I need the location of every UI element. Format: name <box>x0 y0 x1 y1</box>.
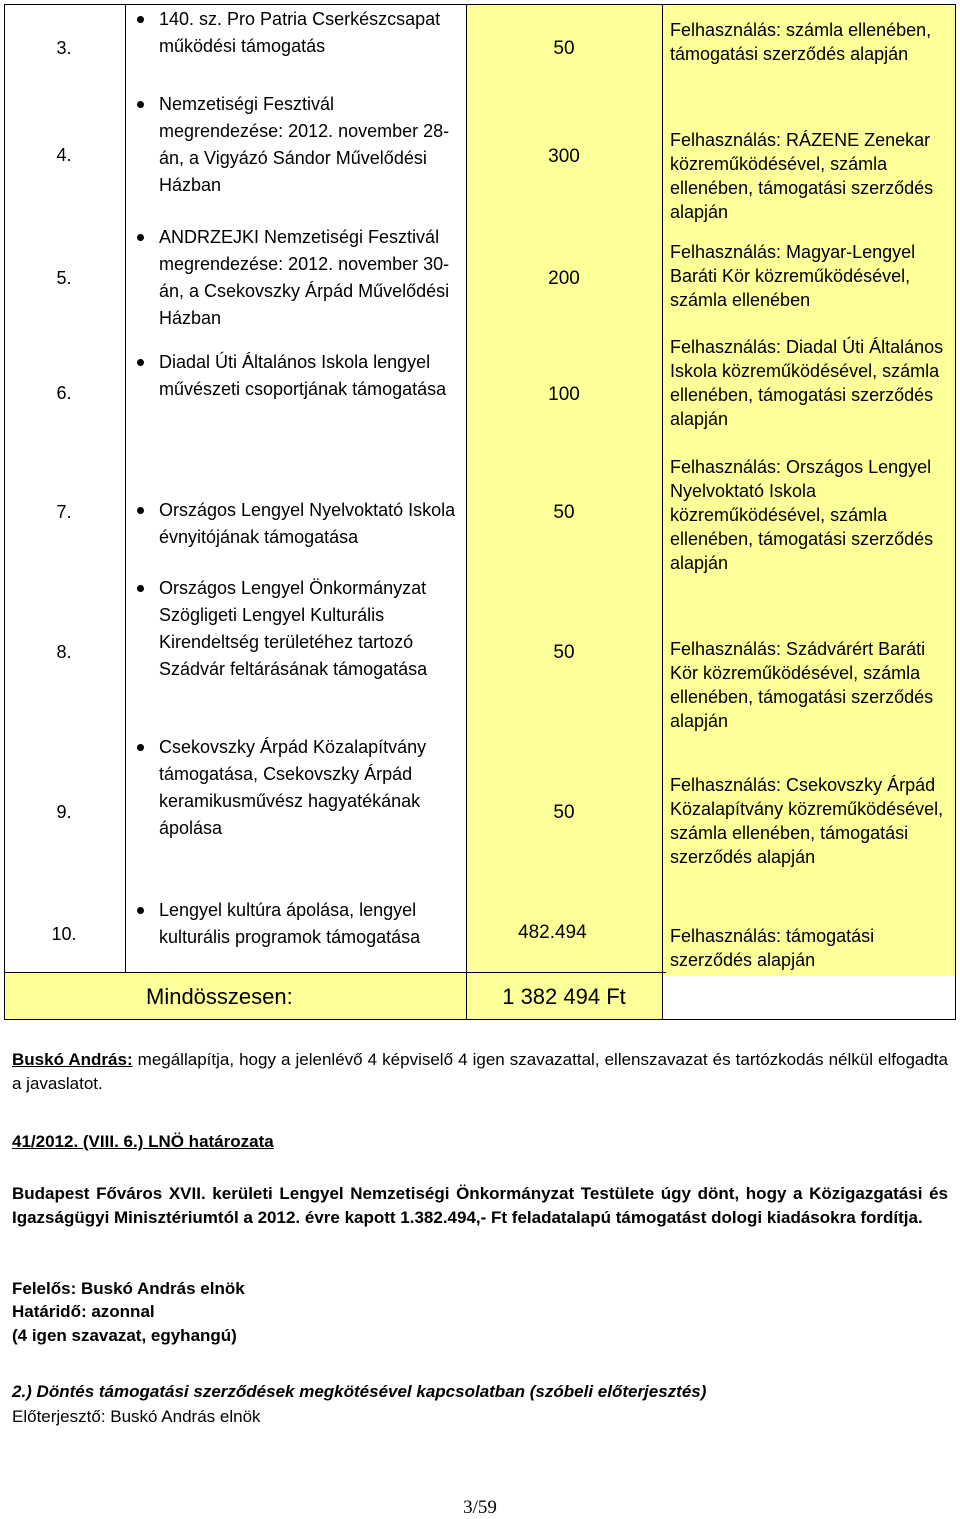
statement-paragraph <box>12 1048 948 1096</box>
bullet-icon <box>137 585 144 592</box>
row-description: Lengyel kultúra ápolása, lengyel kulturális programok támogatása <box>137 897 457 951</box>
resolution-title: 41/2012. (VIII. 6.) LNÖ határozata <box>12 1132 274 1151</box>
table-border-col1 <box>125 4 126 972</box>
row-number: 4. <box>56 145 72 165</box>
row-amount: 50 <box>553 38 575 59</box>
bullet-icon <box>137 507 144 514</box>
total-value: 1 382 494 Ft <box>502 984 626 1009</box>
row-amount: 100 <box>548 384 580 405</box>
row-note: Felhasználás: Szádvárért Baráti Kör közreműködésével, számla ellenében, támogatási szerződés alapján <box>670 639 934 731</box>
row-description: Országos Lengyel Nyelvoktató Iskola évnyitójának támogatása <box>137 497 457 551</box>
table-border-bottom <box>4 1019 956 1020</box>
row-amount: 50 <box>553 802 575 823</box>
bullet-icon <box>137 101 144 108</box>
row-number: 10. <box>51 924 77 944</box>
row-amount: 50 <box>553 642 575 663</box>
responsible-line: Felelős: Buskó András elnök <box>12 1279 245 1298</box>
row-description: Nemzetiségi Fesztivál megrendezése: 2012. november 28-án, a Vigyázó Sándor Művelődési Házban <box>137 91 457 199</box>
agenda-item-title: 2.) Döntés támogatási szerződések megkötésével kapcsolatban (szóbeli előterjesztés) <box>12 1382 707 1401</box>
agenda-item-presenter: Előterjesztő: Buskó András elnök <box>12 1407 261 1426</box>
row-note: Felhasználás: Diadal Úti Általános Iskola közreműködésével, számla ellenében, támogatási szerződés alapján <box>670 337 944 429</box>
speaker-name: Buskó András: <box>12 1050 133 1069</box>
row-number: 8. <box>56 642 72 662</box>
table-border-top <box>4 4 956 5</box>
table-border-right <box>955 4 956 1019</box>
vote-line: (4 igen szavazat, egyhangú) <box>12 1326 237 1345</box>
row-number: 6. <box>56 383 72 403</box>
row-description: ANDRZEJKI Nemzetiségi Fesztivál megrendezése: 2012. november 30-án, a Csekovszky Árpád Művelődési Házban <box>137 224 457 332</box>
row-description: 140. sz. Pro Patria Cserkészcsapat működési támogatás <box>137 6 457 60</box>
row-amount: 482.494 <box>518 922 587 943</box>
total-label: Mindösszesen: <box>146 984 293 1009</box>
row-amount: 50 <box>553 502 575 523</box>
bullet-icon <box>137 744 144 751</box>
row-number: 5. <box>56 268 72 288</box>
row-amount: 300 <box>548 146 580 167</box>
row-description: Országos Lengyel Önkormányzat Szögligeti Lengyel Kulturális Kirendeltség területéhez tartozó Szádvár feltárásának támogatása <box>137 575 457 683</box>
row-note: Felhasználás: RÁZENE Zenekar közreműködésével, számla ellenében, támogatási szerződés alapján <box>670 130 934 222</box>
row-amount: 200 <box>548 268 580 289</box>
row-number: 7. <box>56 502 72 522</box>
row-number: 3. <box>56 38 72 58</box>
row-note: Felhasználás: támogatási szerződés alapján <box>670 926 875 970</box>
deadline-line: Határidő: azonnal <box>12 1302 155 1321</box>
row-note: Felhasználás: Magyar-Lengyel Baráti Kör közreműködésével, számla ellenében <box>670 242 916 310</box>
bullet-icon <box>137 359 144 366</box>
row-description: Csekovszky Árpád Közalapítvány támogatása, Csekovszky Árpád keramikusművész hagyatékának ápolása <box>137 734 457 842</box>
bullet-icon <box>137 234 144 241</box>
row-note: Felhasználás: Országos Lengyel Nyelvoktató Iskola közreműködésével, számla ellenében, támogatási szerződés alapján <box>670 457 934 573</box>
table-total-line <box>4 972 666 973</box>
statement-text: megállapítja, hogy a jelenlévő 4 képviselő 4 igen szavazattal, ellenszavazat és tartózkodás nélkül elfogadta a javaslatot. <box>12 1050 948 1093</box>
row-note: Felhasználás: számla ellenében, támogatási szerződés alapján <box>670 20 932 64</box>
row-note: Felhasználás: Csekovszky Árpád Közalapítvány közreműködésével, számla ellenében, támogatási szerződés alapján <box>670 775 944 867</box>
row-description: Diadal Úti Általános Iskola lengyel művészeti csoportjának támogatása <box>137 349 457 403</box>
bullet-icon <box>137 16 144 23</box>
row-number: 9. <box>56 802 72 822</box>
table-border-col3 <box>662 4 663 1019</box>
page-number: 3/59 <box>463 1497 497 1518</box>
bullet-icon <box>137 907 144 914</box>
resolution-text: Budapest Főváros XVII. kerületi Lengyel Nemzetiségi Önkormányzat Testülete úgy dönt, hogy a Közigazgatási és Igazságügyi Minisztériumtól a 2012. évre kapott 1.382.494,- Ft feladatalapú támogatást dologi kiadásokra fordítja. <box>12 1184 948 1227</box>
